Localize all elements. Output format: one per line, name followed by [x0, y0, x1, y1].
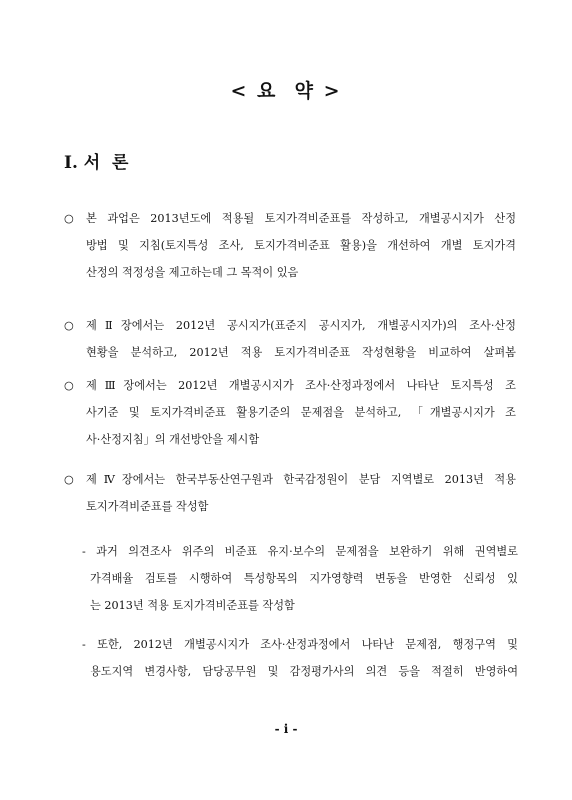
subparagraph-line: 용도지역 변경사항, 담당공무원 및 감정평가사의 의견 등을 적절히 반영하여 [90, 665, 518, 678]
subparagraph-line: - 또한, 2012년 개별공시지가 조사·산정과정에서 나타난 문제점, 행정구역 및 [82, 638, 518, 651]
bullet-paragraph-4 [64, 466, 516, 520]
subparagraph-line: - 과거 의견조사 위주의 비준표 유지·보수의 문제점을 보완하기 위해 권역별로 [82, 545, 518, 558]
dash-subparagraph-2 [82, 631, 518, 685]
circle-bullet-icon: ○ [64, 319, 74, 332]
circle-bullet-icon: ○ [64, 473, 74, 486]
bullet-paragraph-1 [64, 205, 516, 286]
subparagraph-line: 는 2013년 적용 토지가격비준표를 작성함 [90, 599, 295, 612]
paragraph-line: 본 과업은 2013년도에 적용될 토지가격비준표를 작성하고, 개별공시지가 산정 [86, 212, 516, 225]
dash-subparagraph-1 [82, 538, 518, 619]
paragraph-line: 제Ⅳ장에서는 한국부동산연구원과 한국감정원이 분담 지역별로 2013년 적용 [86, 473, 516, 486]
paragraph-line: 제Ⅱ장에서는 2012년 공시지가(표준지 공시지가, 개별공시지가)의 조사·산정 [86, 319, 516, 332]
paragraph-line: 사기준 및 토지가격비준표 활용기준의 문제점을 분석하고, 「개별공시지가 조 [86, 406, 516, 419]
paragraph-line: 현황을 분석하고, 2012년 적용 토지가격비준표 작성현황을 비교하여 살펴봄 [86, 346, 516, 359]
paragraph-line: 산정의 적정성을 제고하는데 그 목적이 있음 [86, 266, 299, 279]
page-number: - i - [274, 722, 298, 736]
circle-bullet-icon: ○ [64, 212, 74, 225]
paragraph-line: 사·산정지침」의 개선방안을 제시함 [86, 433, 260, 446]
summary-title: < 요 약 > [230, 80, 342, 102]
circle-bullet-icon: ○ [64, 379, 74, 392]
subparagraph-line: 가격배율 검토를 시행하여 특성항목의 지가영향력 변동을 반영한 신뢰성 있 [90, 572, 518, 585]
section-heading-introduction: Ⅰ. 서 론 [64, 153, 129, 173]
paragraph-line: 토지가격비준표를 작성함 [86, 500, 209, 513]
paragraph-line: 제Ⅲ장에서는 2012년 개별공시지가 조사·산정과정에서 나타난 토지특성 조 [86, 379, 516, 392]
paragraph-line: 방법 및 지침(토지특성 조사, 토지가격비준표 활용)을 개선하여 개별 토지가격 [86, 239, 516, 252]
bullet-paragraph-3 [64, 372, 516, 453]
bullet-paragraph-2 [64, 312, 516, 366]
